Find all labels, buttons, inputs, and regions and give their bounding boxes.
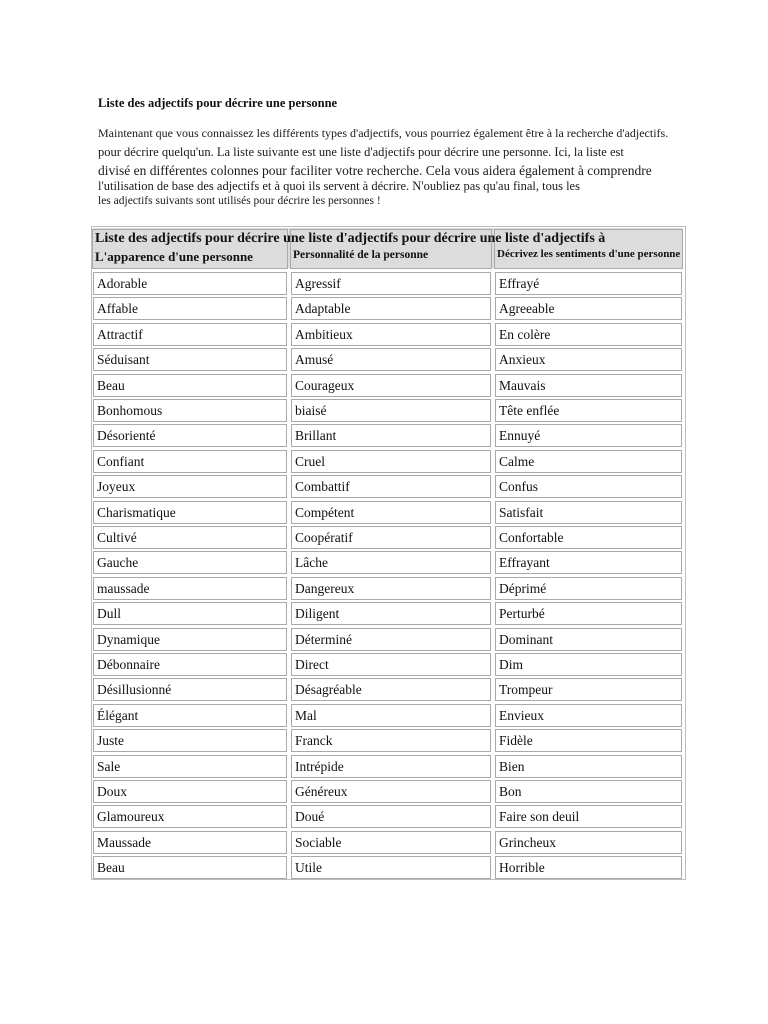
cell-feelings: Satisfait bbox=[495, 501, 682, 524]
cell-appearance: Sale bbox=[93, 755, 287, 778]
cell-feelings: Dim bbox=[495, 653, 682, 676]
cell-personality: Adaptable bbox=[291, 297, 491, 320]
cell-personality: Coopératif bbox=[291, 526, 491, 549]
cell-appearance: Adorable bbox=[93, 272, 287, 295]
cell-appearance: Joyeux bbox=[93, 475, 287, 498]
cell-personality: Franck bbox=[291, 729, 491, 752]
cell-personality: Lâche bbox=[291, 551, 491, 574]
cell-appearance: Maussade bbox=[93, 831, 287, 854]
cell-personality: Amusé bbox=[291, 348, 491, 371]
intro-line: les adjectifs suivants sont utilisés pour décrire les personnes ! bbox=[98, 195, 381, 207]
cell-appearance: Juste bbox=[93, 729, 287, 752]
cell-appearance: Cultivé bbox=[93, 526, 287, 549]
cell-feelings: Bien bbox=[495, 755, 682, 778]
cell-personality: Compétent bbox=[291, 501, 491, 524]
cell-personality: Généreux bbox=[291, 780, 491, 803]
column-header-appearance: L'apparence d'une personne bbox=[95, 249, 253, 264]
cell-appearance: Séduisant bbox=[93, 348, 287, 371]
cell-feelings: Effrayant bbox=[495, 551, 682, 574]
cell-appearance: Doux bbox=[93, 780, 287, 803]
cell-personality: Déterminé bbox=[291, 628, 491, 651]
cell-personality: Ambitieux bbox=[291, 323, 491, 346]
cell-personality: Direct bbox=[291, 653, 491, 676]
cell-appearance: maussade bbox=[93, 577, 287, 600]
cell-feelings: Calme bbox=[495, 450, 682, 473]
cell-feelings: Trompeur bbox=[495, 678, 682, 701]
cell-feelings: Perturbé bbox=[495, 602, 682, 625]
cell-appearance: Affable bbox=[93, 297, 287, 320]
cell-feelings: Envieux bbox=[495, 704, 682, 727]
cell-personality: Dangereux bbox=[291, 577, 491, 600]
cell-appearance: Dynamique bbox=[93, 628, 287, 651]
cell-appearance: Débonnaire bbox=[93, 653, 287, 676]
cell-feelings: Faire son deuil bbox=[495, 805, 682, 828]
cell-feelings: Déprimé bbox=[495, 577, 682, 600]
cell-personality: Sociable bbox=[291, 831, 491, 854]
document-title: Liste des adjectifs pour décrire une personne bbox=[98, 96, 338, 110]
cell-feelings: Fidèle bbox=[495, 729, 682, 752]
cell-feelings: En colère bbox=[495, 323, 682, 346]
cell-appearance: Charismatique bbox=[93, 501, 287, 524]
intro-line: pour décrire quelqu'un. La liste suivante est une liste d'adjectifs pour décrire une personne. Ici, la liste est bbox=[98, 145, 624, 159]
cell-personality: Doué bbox=[291, 805, 491, 828]
cell-feelings: Agreeable bbox=[495, 297, 682, 320]
cell-appearance: Désorienté bbox=[93, 424, 287, 447]
cell-feelings: Confortable bbox=[495, 526, 682, 549]
table-header-title: Liste des adjectifs pour décrire une liste d'adjectifs pour décrire une liste d'adjectifs à bbox=[95, 231, 606, 246]
intro-line: l'utilisation de base des adjectifs et à quoi ils servent à décrire. N'oubliez pas qu'au final, tous les bbox=[98, 179, 580, 193]
cell-feelings: Dominant bbox=[495, 628, 682, 651]
cell-personality: Combattif bbox=[291, 475, 491, 498]
cell-appearance: Élégant bbox=[93, 704, 287, 727]
cell-personality: biaisé bbox=[291, 399, 491, 422]
cell-personality: Désagréable bbox=[291, 678, 491, 701]
cell-appearance: Désillusionné bbox=[93, 678, 287, 701]
cell-appearance: Bonhomous bbox=[93, 399, 287, 422]
cell-personality: Mal bbox=[291, 704, 491, 727]
intro-line: Maintenant que vous connaissez les différents types d'adjectifs, vous pourriez également être à la recherche d'adjectifs. bbox=[98, 126, 669, 140]
cell-feelings: Anxieux bbox=[495, 348, 682, 371]
cell-personality: Diligent bbox=[291, 602, 491, 625]
cell-appearance: Glamoureux bbox=[93, 805, 287, 828]
cell-appearance: Dull bbox=[93, 602, 287, 625]
cell-personality: Agressif bbox=[291, 272, 491, 295]
cell-feelings: Confus bbox=[495, 475, 682, 498]
cell-feelings: Tête enflée bbox=[495, 399, 682, 422]
intro-line: divisé en différentes colonnes pour faciliter votre recherche. Cela vous aidera également à comprendre bbox=[98, 163, 652, 178]
column-header-personality: Personnalité de la personne bbox=[293, 249, 429, 261]
cell-personality: Brillant bbox=[291, 424, 491, 447]
cell-feelings: Grincheux bbox=[495, 831, 682, 854]
cell-feelings: Effrayé bbox=[495, 272, 682, 295]
cell-personality: Cruel bbox=[291, 450, 491, 473]
cell-feelings: Ennuyé bbox=[495, 424, 682, 447]
cell-appearance: Gauche bbox=[93, 551, 287, 574]
cell-personality: Courageux bbox=[291, 374, 491, 397]
cell-appearance: Confiant bbox=[93, 450, 287, 473]
cell-appearance: Attractif bbox=[93, 323, 287, 346]
cell-feelings: Bon bbox=[495, 780, 682, 803]
cell-personality: Utile bbox=[291, 856, 491, 879]
cell-feelings: Mauvais bbox=[495, 374, 682, 397]
column-header-feelings: Décrivez les sentiments d'une personne bbox=[497, 248, 681, 260]
cell-personality: Intrépide bbox=[291, 755, 491, 778]
cell-appearance: Beau bbox=[93, 856, 287, 879]
cell-feelings: Horrible bbox=[495, 856, 682, 879]
cell-appearance: Beau bbox=[93, 374, 287, 397]
